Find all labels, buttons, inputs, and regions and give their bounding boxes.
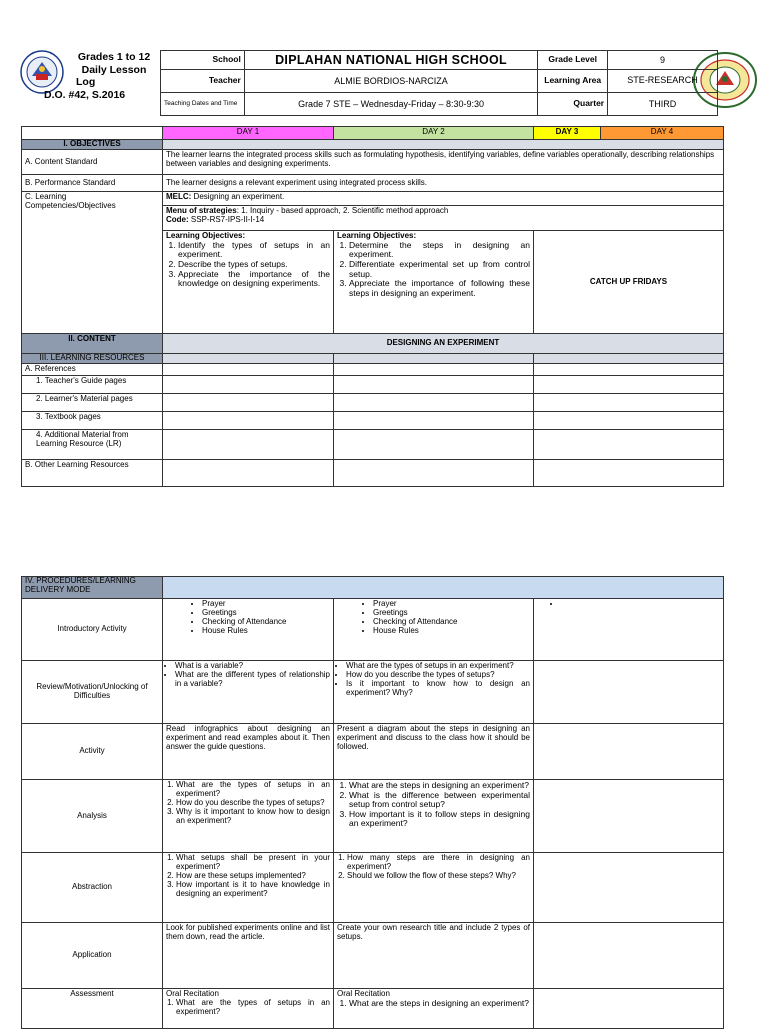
melc-row [163,192,724,206]
teacher-label: Teacher [161,70,245,93]
cell [334,460,534,487]
application-label: Application [22,923,163,989]
analysis-item: 3. How important is it to follow steps in designing an experiment? [349,810,530,829]
assessment-item: 1. What are the types of setups in an experiment? [176,999,330,1017]
day3-intro [534,599,724,661]
introductory-activity-label: Introductory Activity [22,599,163,661]
objectives-heading-fill [163,140,724,150]
deped-seal-logo [20,50,64,94]
day2-objective-item: 3. Appreciate the importance of following these steps in designing an experiment. [349,279,530,298]
cell [163,394,334,412]
content-topic: DESIGNING AN EXPERIMENT [163,334,724,354]
learning-area-label: Learning Area [538,70,608,93]
cell [334,364,534,376]
day1-abstraction [163,853,334,923]
grade-level-value: 9 [608,51,718,70]
day1-objective-item: 1. Identify the types of setups in an experiment. [178,241,330,260]
melc-text: Designing an experiment. [191,192,285,201]
content-heading: II. CONTENT [22,334,163,354]
review-label: Review/Motivation/Unlocking of Difficulties [22,661,163,724]
cell [534,989,724,1029]
day1-review [163,661,334,724]
content-standard-text: The learner learns the integrated process skills such as formulating hypothesis, identifying variables, define variables operationally, describing relationships between variables and designing experiments. [163,150,724,175]
performance-standard-label: B. Performance Standard [22,175,163,192]
other-resources-label: B. Other Learning Resources [22,460,163,487]
school-name: DIPLAHAN NATIONAL HIGH SCHOOL [244,51,537,70]
dll-title [68,51,160,89]
intro-item: • Checking of Attendance [373,618,530,627]
day2-analysis [334,780,534,853]
dll-title-line3: Log [76,76,96,88]
menu-label: Menu of strategies [166,206,237,215]
resources-heading: III. LEARNING RESOURCES [22,354,163,364]
analysis-item: 1. What are the types of setups in an experiment? [176,781,330,799]
analysis-item: 2. How do you describe the types of setups? [176,799,330,808]
analysis-item: 3. Why is it important to know how to design an experiment? [176,808,330,826]
resources-fill-2 [334,354,534,364]
cell [163,430,334,460]
day2-intro [334,599,534,661]
references-label: A. References [22,364,163,376]
day2-objectives [334,231,534,334]
cell [534,460,724,487]
cell [534,412,724,430]
activity-label: Activity [22,724,163,780]
teaching-dates-value: Grade 7 STE – Wednesday-Friday – 8:30-9:30 [244,93,537,116]
day1-objective-item: 2. Describe the types of setups. [178,260,330,270]
objectives-heading: I. OBJECTIVES [22,140,163,150]
procedures-heading-fill [163,577,724,599]
quarter-value: THIRD [608,93,718,116]
assessment-item: 1. What are the steps in designing an experiment? [349,999,530,1009]
day1-assessment [163,989,334,1029]
procedures-heading: IV. PROCEDURES/LEARNING DELIVERY MODE [22,577,163,599]
additional-material-label: 4. Additional Material from Learning Resource (LR) [22,430,163,460]
day2-activity: Present a diagram about the steps in designing an experiment and discuss to the class how it should be followed. [334,724,534,780]
abstraction-label: Abstraction [22,853,163,923]
cell [334,394,534,412]
oral-recitation-label: Oral Recitation [337,989,390,998]
competencies-label: C. Learning Competencies/Objectives [22,192,163,334]
day1-objective-item: 3. Appreciate the importance of the knowledge on designing experiments. [178,270,330,289]
intro-item: • Prayer [202,600,330,609]
day1-analysis [163,780,334,853]
teacher-name: ALMIE BORDIOS-NARCIZA [244,70,537,93]
cell [534,853,724,923]
textbook-label: 3. Textbook pages [22,412,163,430]
day3-header: DAY 3 [534,127,601,140]
blank-corner [22,127,163,140]
cell [163,364,334,376]
procedures-table [21,576,724,1029]
dll-title-line2: Daily Lesson [81,63,147,76]
review-item: • What are the types of setups in an experiment? [346,662,530,671]
content-standard-label: A. Content Standard [22,150,163,175]
performance-standard-text: The learner designs a relevant experiment using integrated process skills. [163,175,724,192]
assessment-label: Assessment [22,989,163,1029]
learners-material-label: 2. Learner's Material pages [22,394,163,412]
review-item: • What is a variable? [175,662,330,671]
review-item: • Is it important to know how to design an experiment? Why? [346,680,530,698]
intro-item: • Greetings [202,609,330,618]
cell [163,412,334,430]
oral-recitation-label: Oral Recitation [166,989,219,998]
day4-header: DAY 4 [601,127,724,140]
dll-title-line1: Grades 1 to 12 [77,51,151,63]
day1-intro [163,599,334,661]
grade-level-label: Grade Level [538,51,608,70]
day1-activity: Read infographics about designing an experiment and read examples about it. Then answer the guide questions. [163,724,334,780]
cell [163,460,334,487]
review-item: • What are the different types of relationship in a variable? [175,671,330,689]
resources-fill-3 [534,354,724,364]
abstraction-item: 3. How important is it to have knowledge in designing an experiment? [176,881,330,899]
analysis-item: 1. What are the steps in designing an experiment? [349,781,530,791]
code-text: SSP-RS7-IPS-II-I-14 [188,214,265,224]
cell [334,376,534,394]
cell [534,661,724,724]
day1-header: DAY 1 [163,127,334,140]
cell [534,724,724,780]
melc-label: MELC: [166,192,192,201]
cell [534,430,724,460]
cell [534,780,724,853]
cell [534,364,724,376]
day1-application: Look for published experiments online and list them down, read the article. [163,923,334,989]
header-info-table [160,50,718,116]
strategies-row [163,206,724,231]
intro-item: • House Rules [202,627,330,636]
day2-header: DAY 2 [334,127,534,140]
cell [534,376,724,394]
catch-up-fridays: CATCH UP FRIDAYS [534,231,724,334]
cell [334,412,534,430]
intro-item: • Greetings [373,609,530,618]
day2-lo-heading: Learning Objectives: [337,231,417,240]
day2-application: Create your own research title and include 2 types of setups. [334,923,534,989]
menu-text: : 1. Inquiry - based approach, 2. Scientific method approach [236,206,449,215]
deped-order: D.O. #42, S.2016 [44,89,126,101]
cell [534,923,724,989]
intro-item: • House Rules [373,627,530,636]
quarter-label: Quarter [538,93,608,116]
abstraction-item: 2. Should we follow the flow of these steps? Why? [347,872,530,881]
learning-area-value: STE-RESEARCH [608,70,718,93]
abstraction-item: 1. What setups shall be present in your experiment? [176,854,330,872]
school-label: School [161,51,245,70]
analysis-label: Analysis [22,780,163,853]
resources-fill-1 [163,354,334,364]
abstraction-item: 1. How many steps are there in designing an experiment? [347,854,530,872]
cell [534,394,724,412]
empty-bullet [561,600,720,609]
analysis-item: 2. What is the difference between experimental setup from control setup? [349,791,530,810]
day2-assessment [334,989,534,1029]
intro-item: • Prayer [373,600,530,609]
day2-review [334,661,534,724]
teachers-guide-label: 1. Teacher's Guide pages [22,376,163,394]
abstraction-item: 2. How are these setups implemented? [176,872,330,881]
code-label: Code: [166,214,189,224]
cell [334,430,534,460]
objectives-table [21,126,724,487]
day2-abstraction [334,853,534,923]
cell [163,376,334,394]
intro-item: • Checking of Attendance [202,618,330,627]
day1-objectives [163,231,334,334]
day2-objective-item: 1. Determine the steps in designing an experiment. [349,241,530,260]
teaching-dates-label: Teaching Dates and Time [161,93,245,116]
review-item: • How do you describe the types of setups? [346,671,530,680]
day2-objective-item: 2. Differentiate experimental set up from control setup. [349,260,530,279]
day1-lo-heading: Learning Objectives: [166,231,246,240]
